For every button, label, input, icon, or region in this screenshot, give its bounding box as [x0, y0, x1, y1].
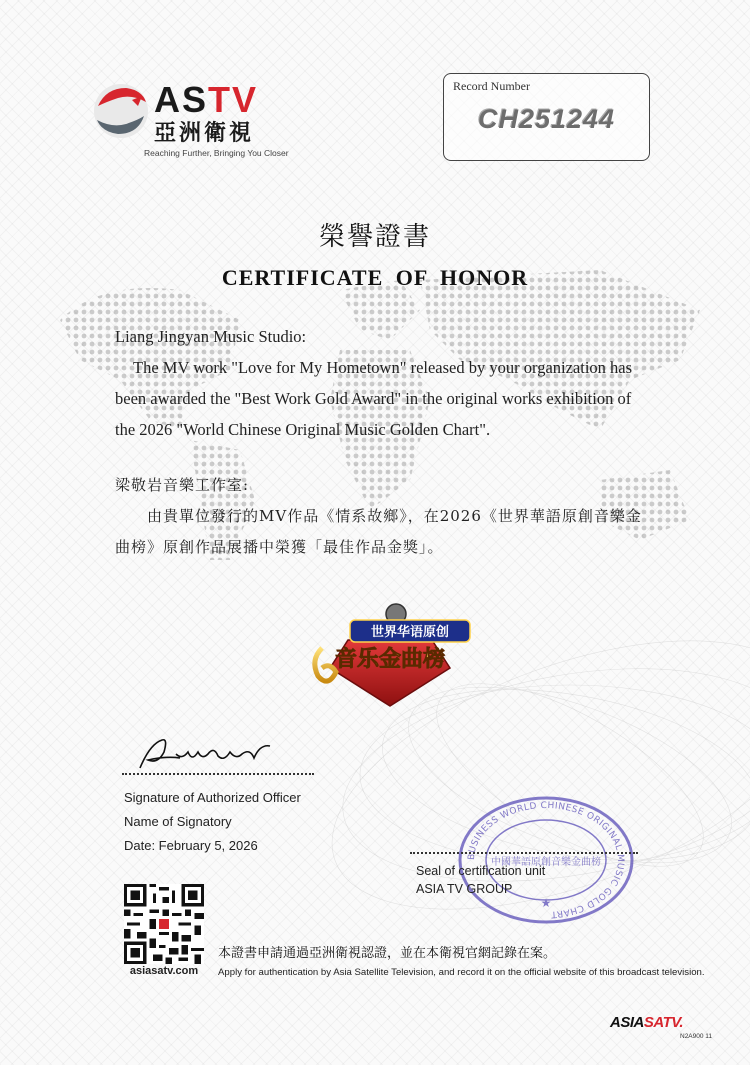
signatory-name: Name of Signatory — [124, 814, 232, 829]
signature-role: Signature of Authorized Officer — [124, 790, 301, 805]
seal-label: Seal of certification unit — [416, 864, 546, 878]
logo-chinese-name: 亞洲衛視 — [154, 121, 255, 146]
official-seal-stamp — [456, 795, 636, 925]
signature-block — [124, 786, 301, 858]
logo-tagline: Reaching Further, Bringing You Closer — [144, 148, 289, 158]
title-chinese: 榮譽證書 — [318, 222, 431, 252]
title-english: CERTIFICATE OF HONOR — [221, 265, 529, 290]
recipient-chinese: 梁敬岩音樂工作室: — [115, 476, 250, 494]
seal-block — [416, 862, 545, 898]
award-text-chinese: 由貴單位發行的MV作品《情系故鄉》，在2026《世界華語原創音樂金曲榜》原創作品展播中榮獲「最佳作品金獎」。 — [115, 507, 642, 556]
document-code: N2A900 11 — [680, 1033, 713, 1040]
qr-caption: asiasatv.com — [129, 965, 199, 977]
award-logo-line1: 世界华语原创 — [370, 625, 450, 640]
record-number-label: Record Number — [453, 79, 530, 93]
award-text-english: The MV work "Love for My Hometown" released by your organization has been awarded the "Best Work Gold Award" in the original works exhibition of the 2026 "World Chinese Original Music Golden Chart". — [115, 358, 633, 439]
stamp-center-text: 中國華語原創音樂金曲榜 — [491, 857, 601, 868]
authentication-note-english: Apply for authentication by Asia Satellite Television, and record it on the official website of this broadcast television. — [218, 967, 705, 978]
asiasatv-brand-logo: ASIASATV. — [610, 1014, 684, 1031]
body-english — [115, 321, 655, 445]
seal-line — [410, 852, 638, 854]
seal-organization: ASIA TV GROUP — [416, 882, 513, 896]
signature-line — [122, 773, 314, 775]
handwritten-signature — [136, 734, 276, 774]
record-number-value: CH251244 — [477, 104, 616, 134]
astv-logo — [92, 79, 302, 162]
stamp-star-icon: ★ — [540, 896, 552, 910]
authentication-note-chinese: 本證書申請通過亞洲衛視認證，並在本衛視官網記錄在案。 — [218, 946, 557, 961]
body-chinese — [115, 470, 655, 563]
astv-swirl-icon — [92, 82, 150, 140]
logo-wordmark: ASTV — [154, 79, 259, 120]
recipient-english: Liang Jingyan Music Studio: — [115, 327, 307, 346]
record-number-box — [443, 73, 650, 161]
stamp-ring-text: BUSINESS WORLD CHINESE ORIGINAL MUSIC GOLD CHART — [466, 800, 626, 919]
golden-chart-award-logo — [300, 598, 480, 708]
qr-code — [124, 884, 204, 964]
award-logo-line2: 音乐金曲榜 — [334, 647, 446, 672]
signature-date: Date: February 5, 2026 — [124, 838, 258, 853]
